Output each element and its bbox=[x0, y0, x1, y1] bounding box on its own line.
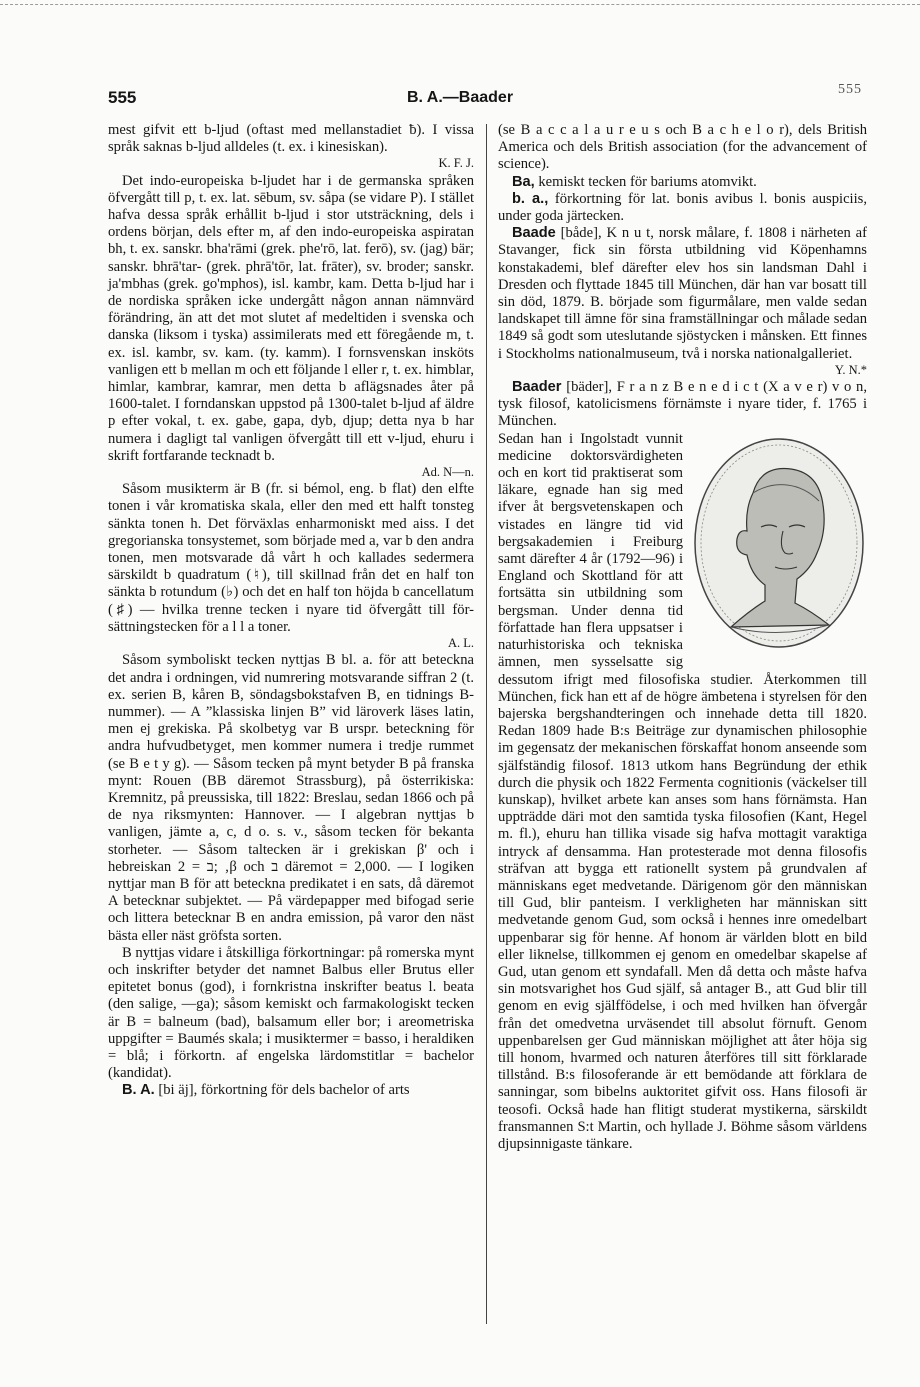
page-number: 555 bbox=[108, 88, 137, 107]
entry-baader-intro: Baader [bäder], F r a n z B e n e d i c t (X a v e r) v o n, tysk filosof, katolicismens förnämste i nyare tider, f. 1765 i München. bbox=[498, 379, 867, 430]
entry-b-paragraph-2: Det indo-europeiska b-ljudet har i de germanska språken öfvergått till p, t. ex. lat. sēbum, sv. såpa (se vidare P). I stället hafva dessa språk erhållit b-ljud i stor utsträckning, dels i ordens början, dels efter m, af den indo-europeiska aspiratan bh, t. ex. sanskr. bha'rāmi (grek. phe'rō, lat. ferō), sv. (jag) bär; sanskr. bhrā'tar- (grek. phrā'tōr, lat. frāter), sv. broder; sanskr. ja'mbhas (grek. go'mphos), isl. kambr, kam. Detta b-ljud har i de nordiska språken icke undergått någon annan nämnvärd förändring, än att det mot slutet af medeltiden i svenska och danska (liksom i tyska) assimilerats med ett föregående m, t. ex. isl. kambr, sv. kam. (ty. kamm). I fornsvenskan insköts vanligen ett b mellan m och ett följande l eller r, t. ex. himblar, himlar, kambrar, kamrar, men detta b aflägsnades åter på 1600-talet. I forndanskan uppstod på 1300-talet b-ljud af äldre p efter vokal, t. ex. gabe, gapa, dyb, djup; detta nya b har numera i dagligt tal vanligen öfvergått till ett v-ljud, ehuru i skrift fortfarande tecknadt b. Ad. N—n. bbox=[108, 173, 474, 482]
signature: A. L. bbox=[447, 636, 474, 651]
headword: b. a., bbox=[512, 190, 549, 207]
running-title: B. A.—Baader bbox=[406, 89, 514, 106]
right-column bbox=[498, 122, 867, 1153]
column-divider bbox=[486, 124, 487, 1324]
entry-b-paragraph-3: Såsom musikterm är B (fr. si bémol, eng. b flat) den elfte tonen i vår kromatiska skala, eller den med ett halft tonsteg sänkta tonen h. Det förväxlas enharmoniskt med aiss. I det gregorianska tonsystemet, som började med a, var b den andra tonen, men motsvarade då vårt h och kallades sedermera särskildt b quadratum (♮), till skillnad från det en half ton sänkta b rotundum (♭) och det en half ton höjda b cancellatum (♯) — hvilka trenne tecken i nyare tid öfvergått till för-sättningstecken för a l l a toner. A. L. bbox=[108, 481, 474, 652]
entry-ba-continued: (se B a c c a l a u r e u s och B a c h e l o r), dels British America och dels British association (for the advancement of science). bbox=[498, 122, 867, 173]
entry-b-paragraph-1: mest gifvit ett b-ljud (oftast med mellanstadiet ƀ). I vissa språk saknas b-ljud alldeles (t. ex. i kinesiskan). K. F. J. bbox=[108, 122, 474, 173]
entry-b-a: b. a., förkortning för lat. bonis avibus l. bonis auspiciis, under goda järtecken. bbox=[498, 190, 867, 225]
entry-baade: Baade [både], K n u t, norsk målare, f. 1808 i närheten af Stavanger, fick sin första utbildning vid Köpenhamns konstakademi, blef därefter elev hos sin landsman Dahl i Dresden och flyttade 1845 till München, där han var bosatt till sin död, 1879. B. började som figurmålare, men valde sedan landskapet till ämne för sina framställningar och målade sedan 1849 så godt som uteslutande sjöstycken i månsken. Ett finnes i Stockholms nationalmuseum, två i norska nationalgalleriet. Y. N.* bbox=[498, 225, 867, 379]
entry-Ba: Ba, kemiskt tecken för bariums atomvikt. bbox=[512, 173, 757, 190]
headword: Ba, bbox=[512, 173, 535, 190]
top-rule bbox=[0, 4, 920, 5]
headword: Baader bbox=[512, 379, 562, 396]
signature: K. F. J. bbox=[438, 156, 474, 171]
signature: Y. N.* bbox=[834, 362, 867, 377]
entry-baader-body: Sedan han i Ingolstadt vunnit medicine doktorsvärdigheten och en kort tid praktiserat som läkare, egnade han sig med ifver åt bergsvetenskapen och vistades en längre tid vid bergsakademien i Freiburg samt därefter 4 år (1792—96) i England och Skottland för att fortsätta sin utbildning som bergsman. Under denna tid författade han flera uppsatser i naturhistoriska och tekniska ämnen, men sysselsatte sig dessutom ifrigt med filosofiska studier. Återkommen till München, fick han ett af de högre ämbetena i styrelsen för den bajerska bergshandteringen och innehade detta till 1820. Redan 1809 hade B:s Beiträge zur dynamischen philosophie im gegensatz der mekanischen förskaffat honom anseende som själfständig filosof. 1813 utkom hans Begründung der ethik durch die physik och 1822 Fermenta cognitionis (väckelser till kunskap), hvilket arbete kan anses som hans förnämsta. Han uppträdde däri mot den samtida tyska filosofien (Kant, Hegel m. fl.), ehuru han tillika visade sig hafva mottagit varaktiga intryck af densamma. Han protesterade mot denna filosofis sträfvan att bygga ett rationellt system på grundvalen af människans eget medvetande. Därigenom gör den människan till Gud, blir panteism. I verkligheten har människan sitt medvetande genom Gud, som också i hennes inre omedelbart uppenbarar sig för henne. Af honom är världen blott en bild eller liknelse, tillkommen ej genom en omedelbar skapelse af Gud, utan genom ett syndafall. Men då detta och måste hafva sin motsvarighet hos Gud själf, så antager B., att Gud blir till genom en evig själffödelse, i och med hvilken han öfvergår från det omedvetna urväsendet till absolut förnuft. Genom uppenbarelsen ger Gud människan möjlighet att åter höja sig till honom, hvarmed och naturen återföres till sitt förklarade tillstånd. B:s filosoferande är ett bemödande att förklara de sanningar, som bibelns auktoritet gifvit oss. Hans filosofi är teosofi. Också hade han flitigt studerat mystikerna, särskildt fransmannen S:t Martin, och hyllade J. Böhme såsom världens djupsinnigaste tänkare. bbox=[498, 430, 867, 1152]
baader-portrait-image bbox=[691, 435, 867, 651]
left-column bbox=[108, 122, 474, 1100]
signature: Ad. N—n. bbox=[421, 465, 474, 480]
corner-mark: 555 bbox=[838, 82, 862, 97]
entry-ba-paragraph: B. A. [bi äj], förkortning för dels bachelor of arts bbox=[122, 1082, 410, 1099]
entry-b-paragraph-4: Såsom symboliskt tecken nyttjas B bl. a. för att beteckna det andra i ordningen, vid numrering motsvarande siffran 2 (t. ex. serien B, kåren B, söndagsbokstafven B, en tidnings B-nummer). — A ”klassiska linjen B” vid läroverk läses latin, men ej grekiska. På skolbetyg var B urspr. beteckning för andra hufvudbetyget, men kommer numera i tredje rummet (se B e t y g). — Såsom tecken på mynt betyder B på franska mynt: Rouen (BB däremot Strassburg), på österrikiska: Kremnitz, på preussiska, till 1822: Breslau, sedan 1866 och på de nya riksmynten: Hannover. — I algebran nyttjas b vanligen, jämte a, c, d o. s. v., såsom tecken för bekanta storheter. — Såsom taltecken är i grekiskan β' och i hebreiskan ב = 2; ‚β och ב däremot = 2,000. — I logiken nyttjar man B för att beteckna predikatet i en sats, då däremot A betecknar subjektet. — På värdepapper med bifogad serie och littera betecknar B en andra emission, på varor den näst bästa eller näst gröfsta sorten. bbox=[108, 652, 475, 944]
entry-b-paragraph-5: B nyttjas vidare i åtskilliga förkortningar: på romerska mynt och inskrifter betyder det namnet Balbus eller Brutus eller epitetet bonus (god), i fornkristna inskrifter beatus l. beata (den salige, —ga); såsom kemiskt och farmakologiskt tecken är B = balneum (bad), balsamum eller bor; i areometriska uppgifter = Baumés skala; i musiktermer = basso, i heraldiken = blå; i förkortn. af engelska lärdomstitlar = bachelor (kandidat). bbox=[108, 944, 474, 1082]
headword: B. A. bbox=[122, 1082, 155, 1099]
headword: Baade bbox=[512, 225, 556, 242]
